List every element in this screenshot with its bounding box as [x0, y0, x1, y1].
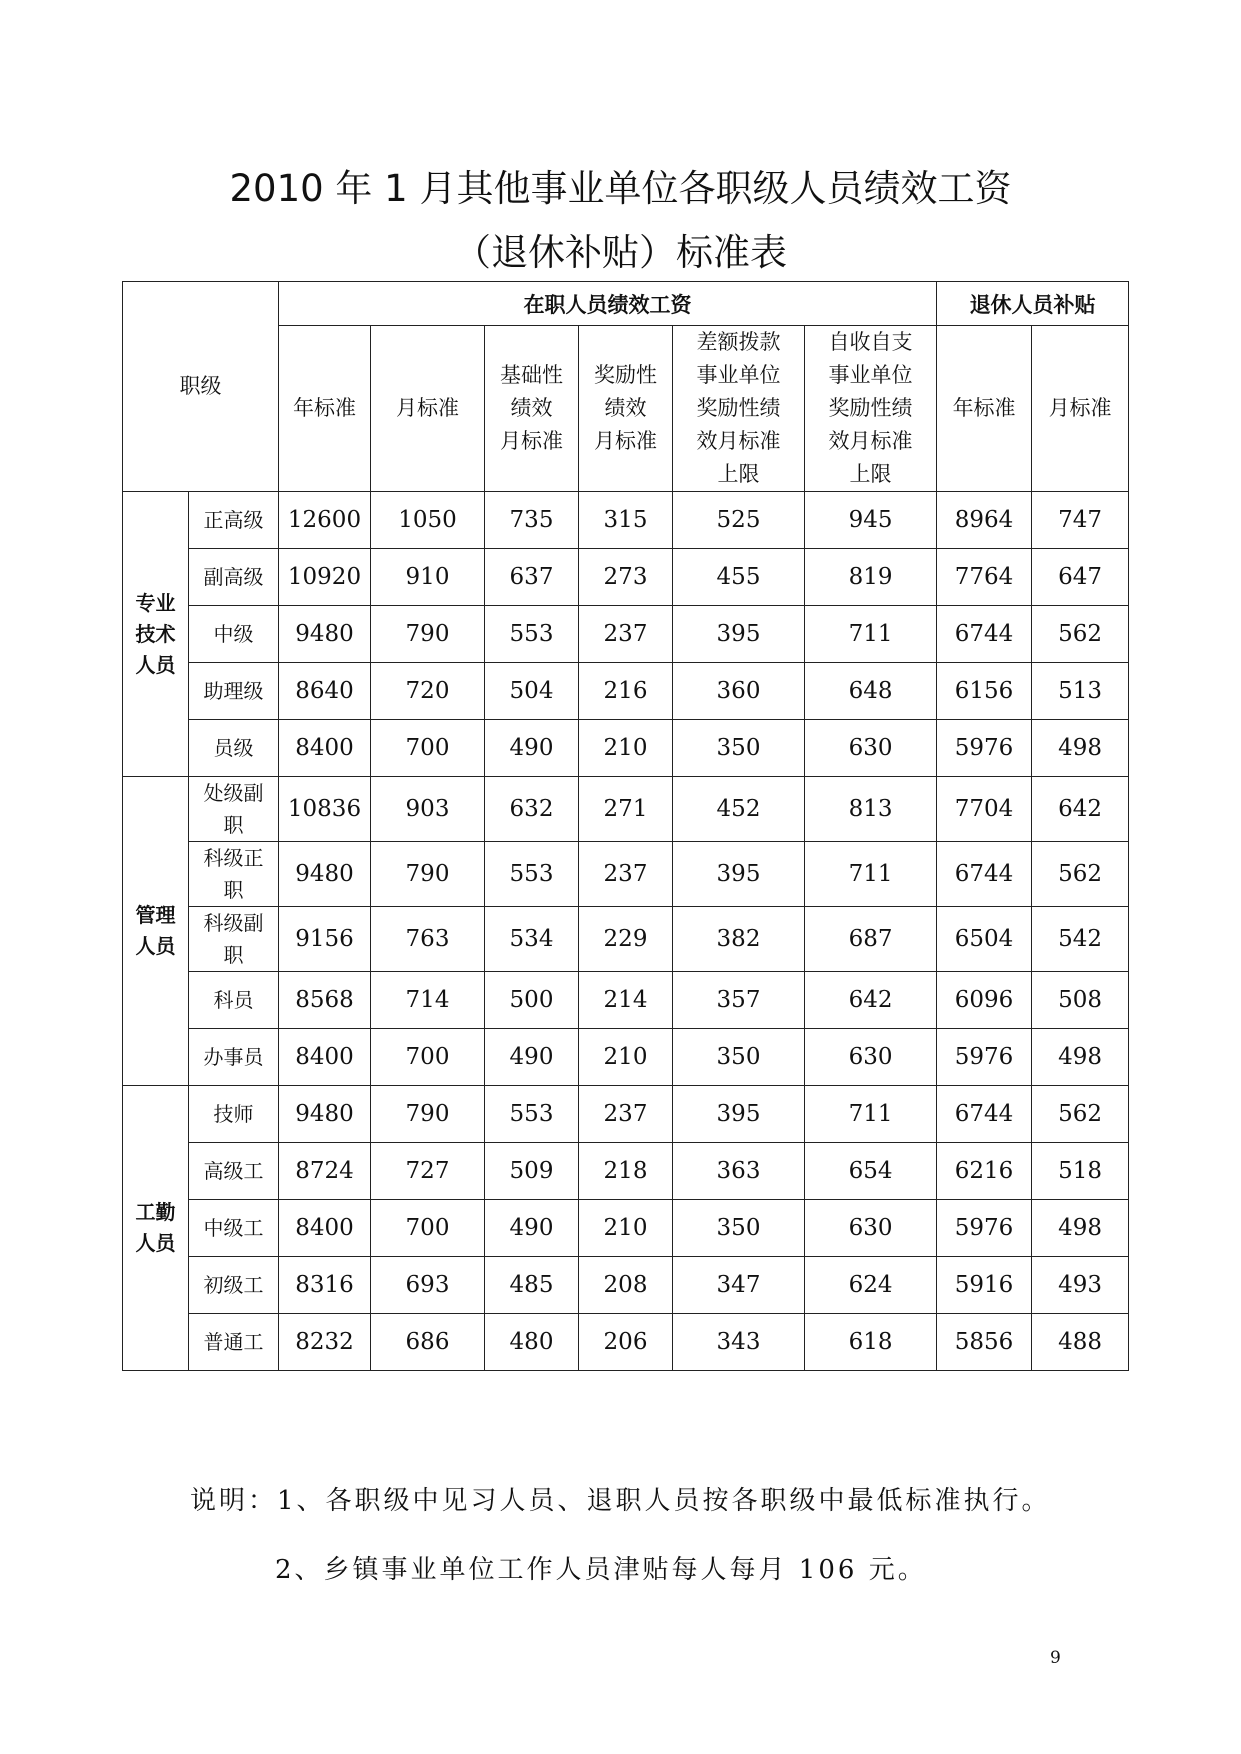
- value-cell: 485: [485, 1257, 579, 1314]
- value-cell: 6744: [937, 606, 1032, 663]
- value-cell: 714: [371, 972, 485, 1029]
- table-row: [123, 777, 1129, 842]
- table-row: [123, 907, 1129, 972]
- value-cell: 747: [1032, 492, 1129, 549]
- staff-category-cell: 专业 技术 人员: [123, 492, 189, 777]
- value-cell: 790: [371, 842, 485, 907]
- value-cell: 686: [371, 1314, 485, 1371]
- value-cell: 218: [579, 1143, 673, 1200]
- value-cell: 687: [805, 907, 937, 972]
- column-header-6: 自收自支 事业单位 奖励性绩 效月标准 上限: [805, 326, 937, 492]
- value-cell: 6504: [937, 907, 1032, 972]
- value-cell: 271: [579, 777, 673, 842]
- rank-level-cell: 高级工: [189, 1143, 279, 1200]
- rank-header: 职级: [123, 282, 279, 492]
- note-line-1: 说明：1、各职级中见习人员、退职人员按各职级中最低标准执行。: [190, 1486, 1051, 1516]
- retired-staff-group-header: 退休人员补贴: [937, 282, 1129, 326]
- value-cell: 632: [485, 777, 579, 842]
- column-header-2: 月标准: [371, 326, 485, 492]
- rank-level-cell: 科员: [189, 972, 279, 1029]
- value-cell: 6744: [937, 842, 1032, 907]
- value-cell: 518: [1032, 1143, 1129, 1200]
- value-cell: 508: [1032, 972, 1129, 1029]
- value-cell: 490: [485, 720, 579, 777]
- column-header-8: 月标准: [1032, 326, 1129, 492]
- value-cell: 504: [485, 663, 579, 720]
- value-cell: 618: [805, 1314, 937, 1371]
- value-cell: 315: [579, 492, 673, 549]
- value-cell: 216: [579, 663, 673, 720]
- value-cell: 382: [673, 907, 805, 972]
- value-cell: 654: [805, 1143, 937, 1200]
- value-cell: 455: [673, 549, 805, 606]
- table-row: [123, 1143, 1129, 1200]
- value-cell: 542: [1032, 907, 1129, 972]
- value-cell: 562: [1032, 1086, 1129, 1143]
- rank-level-cell: 正高级: [189, 492, 279, 549]
- value-cell: 8400: [279, 720, 371, 777]
- table-row: [123, 606, 1129, 663]
- value-cell: 700: [371, 1200, 485, 1257]
- table-row: [123, 1086, 1129, 1143]
- value-cell: 693: [371, 1257, 485, 1314]
- value-cell: 9480: [279, 1086, 371, 1143]
- table-row: [123, 720, 1129, 777]
- salary-standard-table: [122, 281, 1129, 1371]
- value-cell: 210: [579, 1200, 673, 1257]
- value-cell: 9480: [279, 842, 371, 907]
- value-cell: 945: [805, 492, 937, 549]
- value-cell: 642: [805, 972, 937, 1029]
- rank-level-cell: 中级: [189, 606, 279, 663]
- value-cell: 8316: [279, 1257, 371, 1314]
- page-title-line-1: 2010 年 1 月其他事业单位各职级人员绩效工资: [229, 167, 1012, 210]
- value-cell: 490: [485, 1200, 579, 1257]
- value-cell: 630: [805, 1200, 937, 1257]
- value-cell: 214: [579, 972, 673, 1029]
- rank-level-cell: 副高级: [189, 549, 279, 606]
- value-cell: 210: [579, 720, 673, 777]
- value-cell: 8640: [279, 663, 371, 720]
- value-cell: 903: [371, 777, 485, 842]
- value-cell: 360: [673, 663, 805, 720]
- value-cell: 5916: [937, 1257, 1032, 1314]
- value-cell: 648: [805, 663, 937, 720]
- rank-level-cell: 办事员: [189, 1029, 279, 1086]
- value-cell: 711: [805, 606, 937, 663]
- value-cell: 553: [485, 606, 579, 663]
- value-cell: 700: [371, 720, 485, 777]
- value-cell: 910: [371, 549, 485, 606]
- table-row: [123, 1200, 1129, 1257]
- staff-category-cell: 管理 人员: [123, 777, 189, 1086]
- table-row: [123, 549, 1129, 606]
- value-cell: 711: [805, 842, 937, 907]
- value-cell: 534: [485, 907, 579, 972]
- value-cell: 6096: [937, 972, 1032, 1029]
- value-cell: 208: [579, 1257, 673, 1314]
- value-cell: 237: [579, 606, 673, 663]
- value-cell: 237: [579, 1086, 673, 1143]
- rank-level-cell: 处级副 职: [189, 777, 279, 842]
- value-cell: 498: [1032, 1200, 1129, 1257]
- column-header-7: 年标准: [937, 326, 1032, 492]
- rank-level-cell: 助理级: [189, 663, 279, 720]
- value-cell: 395: [673, 1086, 805, 1143]
- column-header-4: 奖励性 绩效 月标准: [579, 326, 673, 492]
- value-cell: 395: [673, 606, 805, 663]
- value-cell: 562: [1032, 606, 1129, 663]
- page-number: 9: [1050, 1648, 1061, 1668]
- page-title-line-2: （退休补贴）标准表: [454, 231, 787, 274]
- rank-level-cell: 员级: [189, 720, 279, 777]
- value-cell: 273: [579, 549, 673, 606]
- table-row: [123, 1029, 1129, 1086]
- value-cell: 500: [485, 972, 579, 1029]
- rank-level-cell: 中级工: [189, 1200, 279, 1257]
- value-cell: 630: [805, 1029, 937, 1086]
- value-cell: 493: [1032, 1257, 1129, 1314]
- table-row: [123, 492, 1129, 549]
- value-cell: 490: [485, 1029, 579, 1086]
- table-row: [123, 972, 1129, 1029]
- value-cell: 395: [673, 842, 805, 907]
- value-cell: 790: [371, 606, 485, 663]
- value-cell: 363: [673, 1143, 805, 1200]
- table-row: [123, 842, 1129, 907]
- table-body: [123, 492, 1129, 1371]
- value-cell: 525: [673, 492, 805, 549]
- value-cell: 8964: [937, 492, 1032, 549]
- value-cell: 509: [485, 1143, 579, 1200]
- value-cell: 8568: [279, 972, 371, 1029]
- value-cell: 350: [673, 1200, 805, 1257]
- value-cell: 5856: [937, 1314, 1032, 1371]
- value-cell: 5976: [937, 1029, 1032, 1086]
- value-cell: 6156: [937, 663, 1032, 720]
- value-cell: 790: [371, 1086, 485, 1143]
- staff-category-cell: 工勤 人员: [123, 1086, 189, 1371]
- value-cell: 6216: [937, 1143, 1032, 1200]
- value-cell: 630: [805, 720, 937, 777]
- value-cell: 350: [673, 720, 805, 777]
- value-cell: 647: [1032, 549, 1129, 606]
- value-cell: 343: [673, 1314, 805, 1371]
- value-cell: 637: [485, 549, 579, 606]
- value-cell: 8400: [279, 1200, 371, 1257]
- table-row: [123, 663, 1129, 720]
- rank-level-cell: 初级工: [189, 1257, 279, 1314]
- value-cell: 513: [1032, 663, 1129, 720]
- value-cell: 763: [371, 907, 485, 972]
- value-cell: 9156: [279, 907, 371, 972]
- value-cell: 553: [485, 842, 579, 907]
- value-cell: 10920: [279, 549, 371, 606]
- value-cell: 553: [485, 1086, 579, 1143]
- value-cell: 1050: [371, 492, 485, 549]
- value-cell: 727: [371, 1143, 485, 1200]
- value-cell: 9480: [279, 606, 371, 663]
- value-cell: 350: [673, 1029, 805, 1086]
- value-cell: 488: [1032, 1314, 1129, 1371]
- value-cell: 720: [371, 663, 485, 720]
- value-cell: 206: [579, 1314, 673, 1371]
- value-cell: 357: [673, 972, 805, 1029]
- table-row: [123, 1257, 1129, 1314]
- value-cell: 813: [805, 777, 937, 842]
- value-cell: 7704: [937, 777, 1032, 842]
- value-cell: 642: [1032, 777, 1129, 842]
- rank-level-cell: 科级副 职: [189, 907, 279, 972]
- active-staff-group-header: 在职人员绩效工资: [279, 282, 937, 326]
- value-cell: 8400: [279, 1029, 371, 1086]
- value-cell: 562: [1032, 842, 1129, 907]
- value-cell: 498: [1032, 720, 1129, 777]
- value-cell: 5976: [937, 1200, 1032, 1257]
- value-cell: 711: [805, 1086, 937, 1143]
- value-cell: 6744: [937, 1086, 1032, 1143]
- rank-level-cell: 普通工: [189, 1314, 279, 1371]
- column-header-1: 年标准: [279, 326, 371, 492]
- value-cell: 229: [579, 907, 673, 972]
- value-cell: 624: [805, 1257, 937, 1314]
- value-cell: 480: [485, 1314, 579, 1371]
- value-cell: 735: [485, 492, 579, 549]
- rank-level-cell: 技师: [189, 1086, 279, 1143]
- value-cell: 819: [805, 549, 937, 606]
- value-cell: 12600: [279, 492, 371, 549]
- value-cell: 452: [673, 777, 805, 842]
- value-cell: 237: [579, 842, 673, 907]
- rank-level-cell: 科级正 职: [189, 842, 279, 907]
- value-cell: 700: [371, 1029, 485, 1086]
- column-header-5: 差额拨款 事业单位 奖励性绩 效月标准 上限: [673, 326, 805, 492]
- table-row: [123, 1314, 1129, 1371]
- value-cell: 8232: [279, 1314, 371, 1371]
- value-cell: 498: [1032, 1029, 1129, 1086]
- note-line-2: 2、乡镇事业单位工作人员津贴每人每月 106 元。: [275, 1555, 927, 1585]
- value-cell: 347: [673, 1257, 805, 1314]
- value-cell: 7764: [937, 549, 1032, 606]
- value-cell: 210: [579, 1029, 673, 1086]
- value-cell: 8724: [279, 1143, 371, 1200]
- value-cell: 10836: [279, 777, 371, 842]
- value-cell: 5976: [937, 720, 1032, 777]
- column-header-3: 基础性 绩效 月标准: [485, 326, 579, 492]
